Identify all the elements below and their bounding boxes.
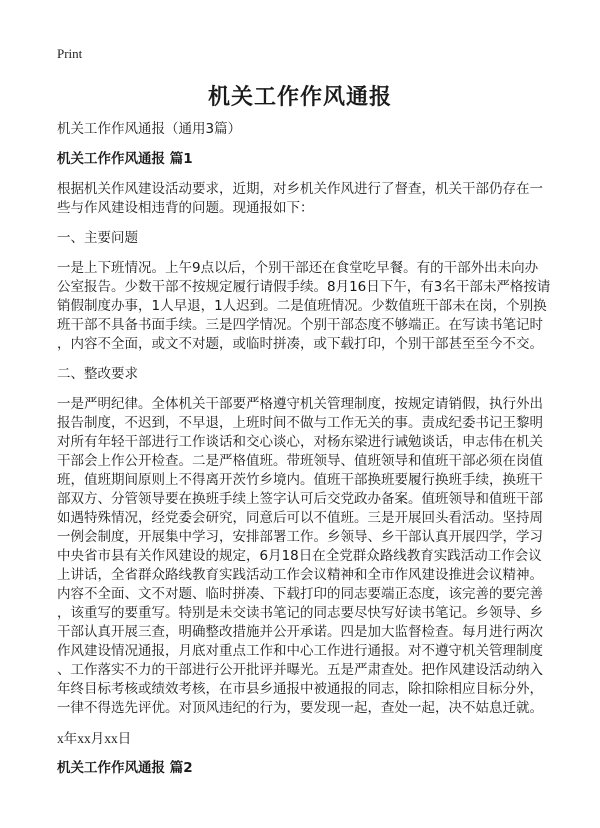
text-line: 根据机关作风建设活动要求，近期，对乡机关作风进行了督查，机关干部仍存在一 bbox=[57, 181, 543, 197]
text-line: 对所有年轻干部进行工作谈话和交心谈心，对杨东梁进行诫勉谈话，申志伟在机关 bbox=[57, 434, 543, 450]
text-line: 上讲话，全省群众路线教育实践活动工作会议精神和全市作风建设推进会议精神。 bbox=[57, 567, 543, 583]
text-line: 些与作风建设相违背的问题。现通报如下： bbox=[57, 200, 314, 216]
text-line: 干部认真开展三查，明确整改措施并公开承诺。四是加大监督检查。每月进行两次 bbox=[57, 624, 543, 640]
text-line: ，内容不全面，或文不对题，或临时拼凑，或下载打印，个别干部甚至至今不交。 bbox=[57, 336, 543, 352]
section-1-heading: 一、主要问题 bbox=[57, 230, 138, 246]
text-line: 如遇特殊情况，经党委会研究，同意后可以不值班。三是开展回头看活动。坚持周 bbox=[57, 510, 543, 526]
print-link[interactable]: Print bbox=[57, 46, 83, 61]
text-line: 班，值班期间原则上不得离开茨竹乡境内。值班干部换班要履行换班手续，换班干 bbox=[57, 472, 543, 488]
document-title: 机关工作作风通报 bbox=[207, 85, 392, 110]
text-line: 中央省市县有关作风建设的规定，6月18日在全党群众路线教育实践活动工作会议 bbox=[57, 548, 542, 564]
text-line: 公室报告。少数干部不按规定履行请假手续。8月16日下午，有3名干部未严格按请 bbox=[57, 279, 551, 295]
text-line: ，该重写的要重写。特别是未交读书笔记的同志要尽快写好读书笔记。乡领导、乡 bbox=[57, 605, 543, 621]
article-2-heading: 机关工作作风通报 篇2 bbox=[57, 760, 193, 776]
section-2-heading: 二、整改要求 bbox=[57, 366, 138, 382]
text-line: 干部会上作公开检查。二是严格值班。带班领导、值班领导和值班干部必须在岗值 bbox=[57, 453, 543, 469]
text-line: 部双方、分管领导要在换班手续上签字认可后交党政办备案。值班领导和值班干部 bbox=[57, 491, 543, 507]
document-subtitle: 机关工作作风通报（通用3篇） bbox=[57, 121, 242, 137]
text-line: 一律不得选先评优。对顶风违纪的行为，要发现一起，查处一起，决不姑息迁就。 bbox=[57, 700, 543, 716]
section-1-paragraph bbox=[57, 259, 577, 354]
article-1-heading: 机关工作作风通报 篇1 bbox=[57, 151, 193, 167]
intro-paragraph bbox=[57, 180, 577, 218]
text-line: 报告制度，不迟到，不早退，上班时间不做与工作无关的事。责成纪委书记王黎明 bbox=[57, 415, 543, 431]
text-line: 一例会制度，开展集中学习，安排部署工作。乡领导、乡干部认真开展四学，学习 bbox=[57, 529, 543, 545]
text-line: 作风建设情况通报，月底对重点工作和中心工作进行通报。对不遵守机关管理制度 bbox=[57, 643, 543, 659]
document-body bbox=[57, 120, 577, 789]
text-line: 内容不全面、文不对题、临时拼凑、下载打印的同志要端正态度，该完善的要完善 bbox=[57, 586, 543, 602]
text-line: 班干部不具备书面手续。三是四学情况。个别干部态度不够端正。在写读书笔记时 bbox=[57, 317, 543, 333]
text-line: 年终目标考核或绩效考核，在市县乡通报中被通报的同志，除扣除相应目标分外， bbox=[57, 681, 543, 697]
text-line: 、工作落实不力的干部进行公开批评并曝光。五是严肃查处。把作风建设活动纳入 bbox=[57, 662, 543, 678]
document-date: x年xx月xx日 bbox=[57, 731, 132, 746]
section-2-paragraph bbox=[57, 395, 577, 718]
text-line: 一是上下班情况。上午9点以后，个别干部还在食堂吃早餐。有的干部外出未向办 bbox=[57, 260, 539, 276]
text-line: 一是严明纪律。全体机关干部要严格遵守机关管理制度，按规定请销假，执行外出 bbox=[57, 396, 543, 412]
text-line: 销假制度办事，1人早退，1人迟到。二是值班情况。少数值班干部未在岗，个别换 bbox=[57, 298, 547, 314]
